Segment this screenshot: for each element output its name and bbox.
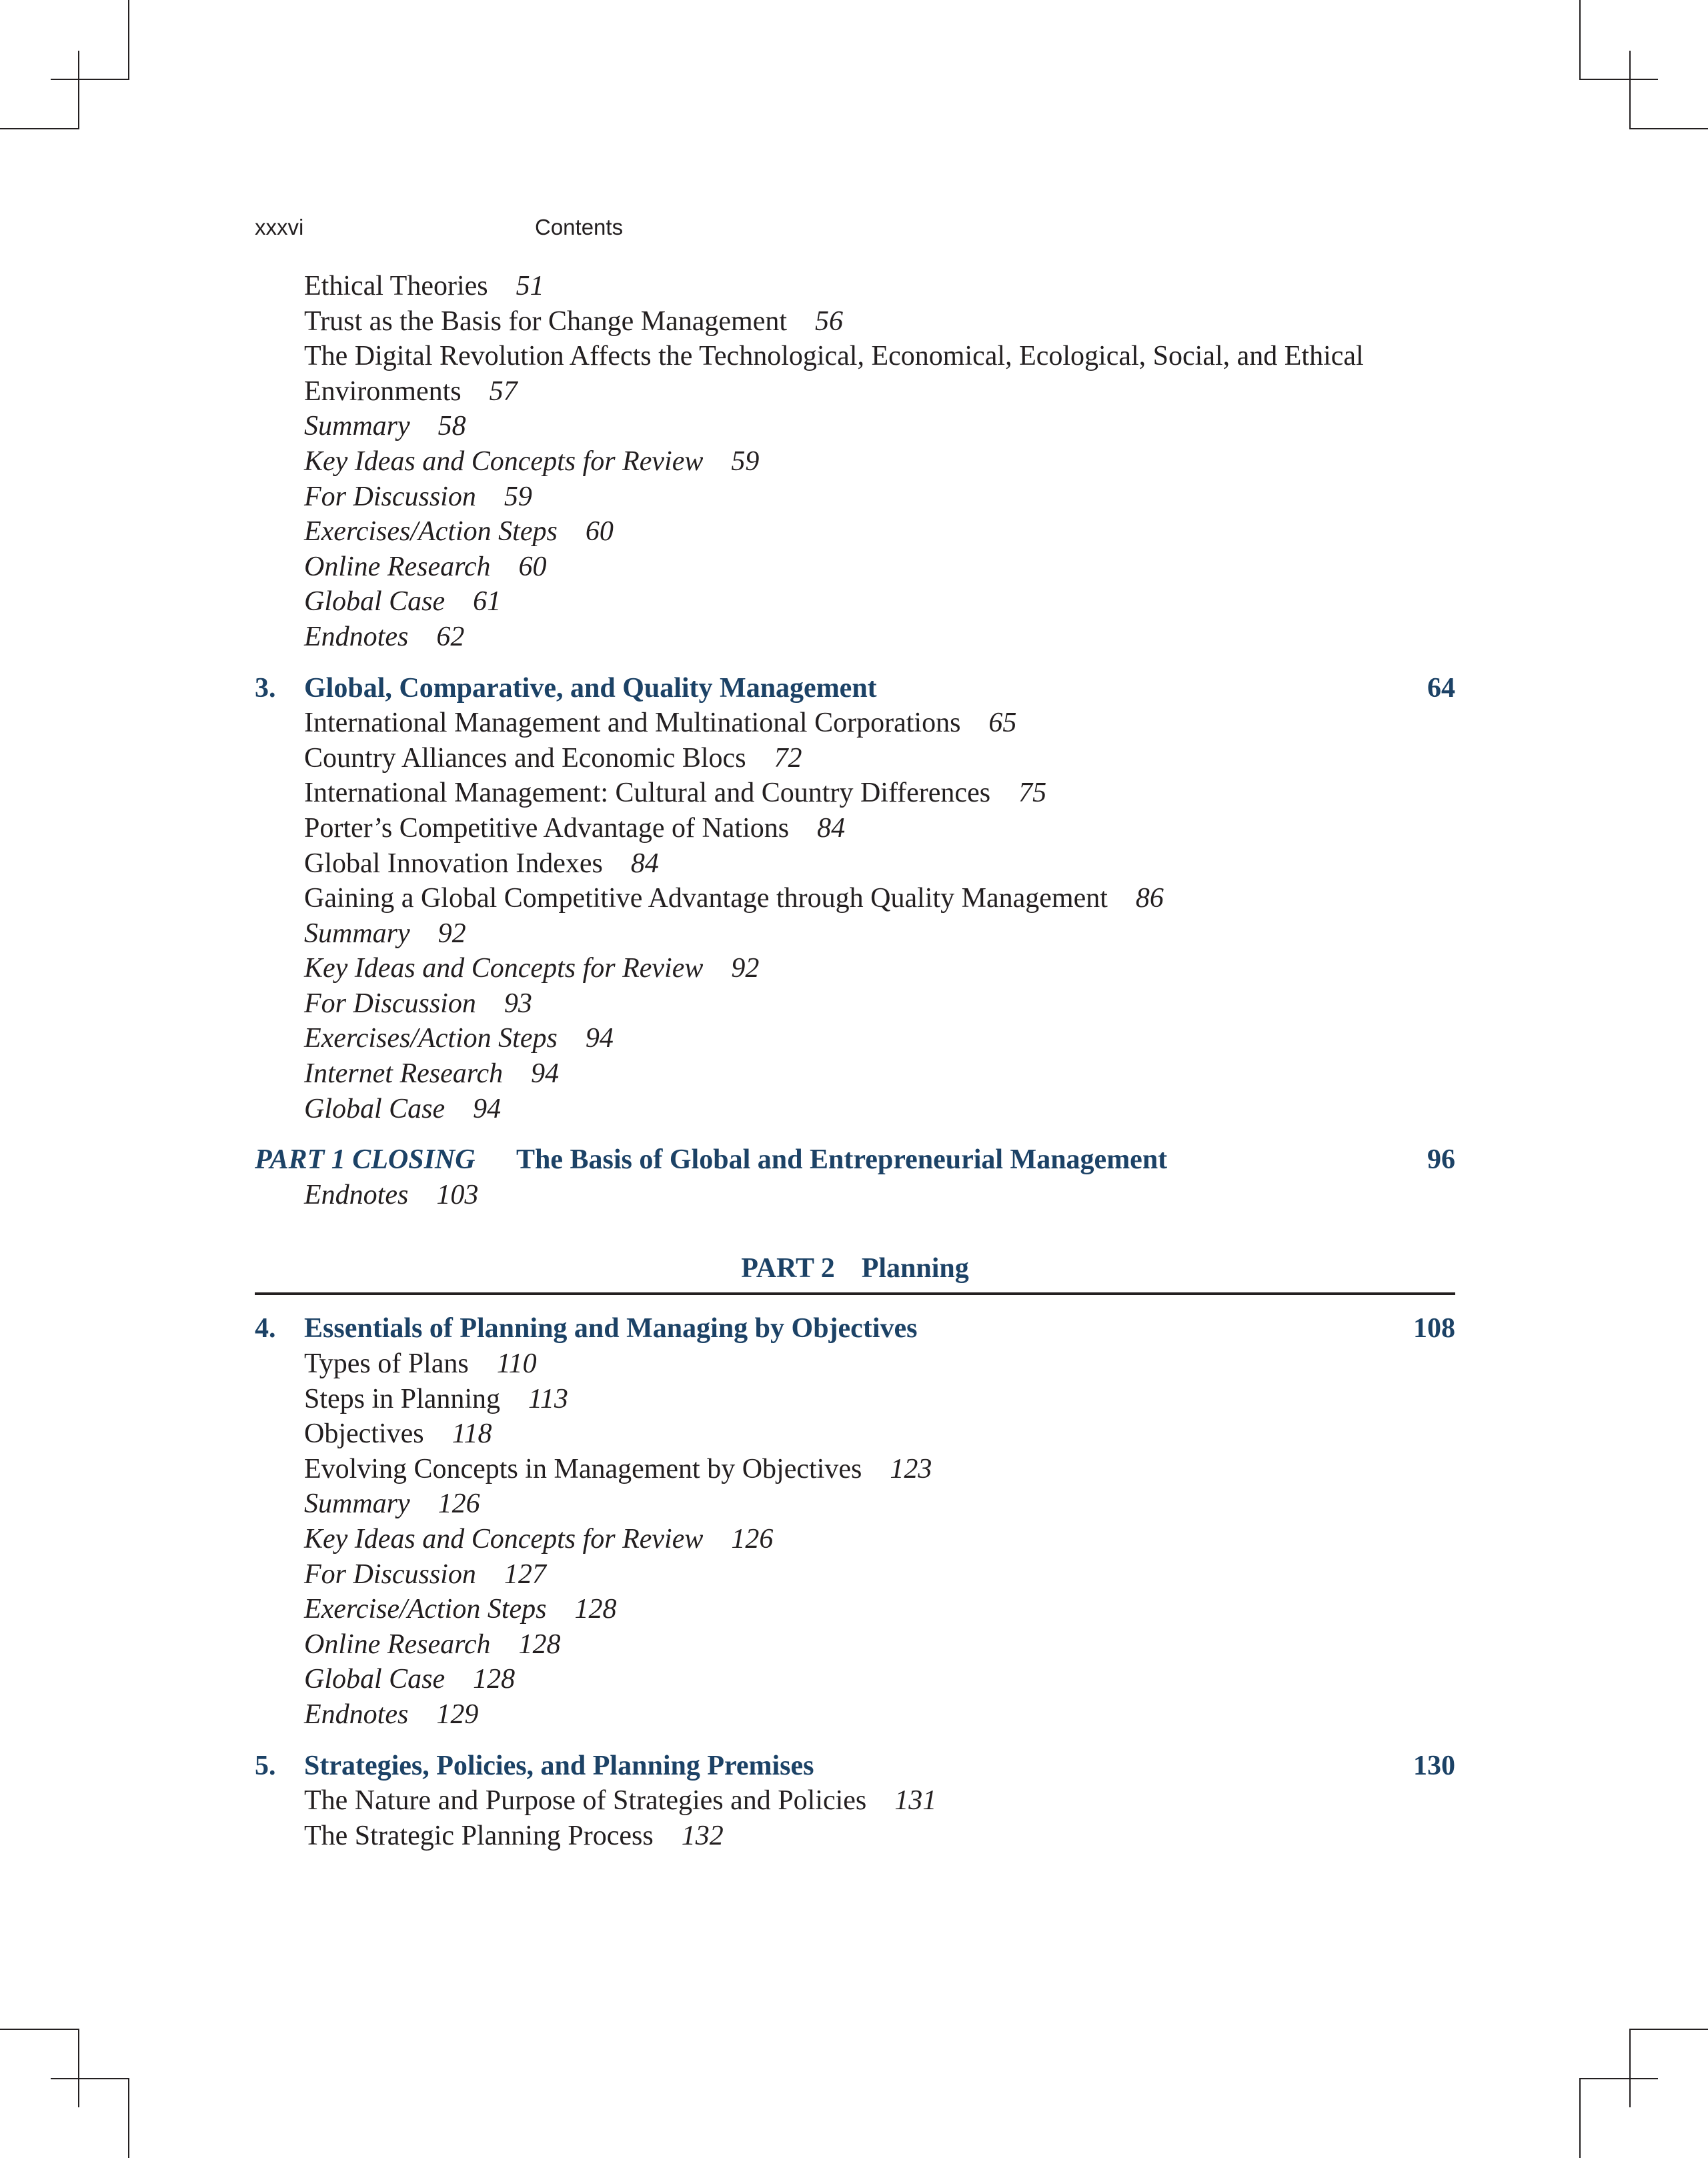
toc-entry[interactable] <box>255 1452 1455 1487</box>
chapter-number: 4. <box>255 1313 276 1344</box>
toc-entry[interactable] <box>255 1627 1455 1663</box>
part-heading <box>255 1252 1455 1290</box>
toc-entry[interactable] <box>255 1382 1455 1417</box>
toc-entry-title: Global Case <box>304 1093 446 1124</box>
toc-entry[interactable] <box>255 1346 1455 1382</box>
toc-entry-page: 128 <box>473 1664 516 1695</box>
chapter-title[interactable]: Global, Comparative, and Quality Management <box>304 672 877 704</box>
toc-entry-page: 57 <box>489 375 518 407</box>
toc-entry[interactable] <box>255 986 1455 1022</box>
toc-entry-title: Key Ideas and Concepts for Review <box>304 953 704 984</box>
toc-entry-page: 60 <box>585 516 614 548</box>
toc-entry[interactable] <box>255 1697 1455 1733</box>
toc-entry[interactable] <box>255 706 1455 741</box>
toc-entry-title: Porter’s Competitive Advantage of Nations <box>304 812 790 844</box>
toc-entry-title: Endnotes <box>304 1699 409 1730</box>
toc-entry[interactable] <box>255 846 1455 882</box>
part-closing-heading[interactable] <box>255 1142 1455 1178</box>
toc-entry[interactable] <box>255 409 1455 444</box>
toc-entry-title: For Discussion <box>304 1558 476 1590</box>
toc-entry-title: Objectives <box>304 1418 424 1450</box>
toc-entry[interactable] <box>255 881 1455 916</box>
toc-entry-title: Evolving Concepts in Management by Objectives <box>304 1453 862 1484</box>
toc-entry-title: Global Case <box>304 1664 446 1695</box>
toc-entry-title: The Nature and Purpose of Strategies and Policies <box>304 1785 867 1817</box>
toc-entry-title: Online Research <box>304 551 491 582</box>
chapter-5-entries <box>255 1783 1455 1853</box>
toc-entry-title: Summary <box>304 918 410 949</box>
toc-entry-page: 51 <box>516 271 544 301</box>
toc-entry[interactable] <box>255 1557 1455 1592</box>
toc-entry[interactable] <box>255 1522 1455 1557</box>
toc-entry-page: 94 <box>585 1023 614 1054</box>
toc-entry-title: For Discussion <box>304 481 476 512</box>
toc-entry-title: Global Case <box>304 586 446 618</box>
toc-entry-title: Trust as the Basis for Change Management <box>304 305 788 337</box>
toc-entry-page: 110 <box>496 1348 537 1380</box>
toc-entry-page: 92 <box>438 918 466 949</box>
toc-entry[interactable] <box>255 1056 1455 1092</box>
toc-entry[interactable] <box>255 1783 1455 1819</box>
toc-entry-title: Gaining a Global Competitive Advantage through Quality Management <box>304 883 1108 914</box>
toc-entry-title: Ethical Theories <box>304 271 488 301</box>
page-folio: xxxvi <box>255 215 304 239</box>
toc-entry-page: 132 <box>681 1820 724 1851</box>
toc-entry-page: 131 <box>894 1785 937 1817</box>
toc-entry-page: 61 <box>473 586 502 618</box>
toc-entry-title: Internet Research <box>304 1058 504 1090</box>
toc-entry-page: 94 <box>531 1058 560 1090</box>
chapter-page: 64 <box>1427 672 1455 704</box>
toc-entry-page: 59 <box>504 481 532 512</box>
toc-entry-page: 86 <box>1135 883 1164 914</box>
toc-entry[interactable] <box>255 1662 1455 1697</box>
chapter-3-entries <box>255 706 1455 1126</box>
chapter-heading-4[interactable] <box>255 1311 1455 1346</box>
toc-entry[interactable] <box>255 811 1455 846</box>
chapter-page: 130 <box>1413 1750 1455 1781</box>
toc-entry-page: 59 <box>731 445 760 477</box>
part-closing-entries <box>255 1178 1455 1213</box>
toc-entry-page: 72 <box>774 742 802 774</box>
toc-entry-page: 129 <box>436 1699 479 1730</box>
toc-entry-page: 75 <box>1018 778 1047 809</box>
part-title: Planning <box>861 1253 969 1284</box>
toc-entry-title: Exercise/Action Steps <box>304 1594 547 1625</box>
toc-entry[interactable] <box>255 1178 1455 1213</box>
toc-entry[interactable] <box>255 479 1455 515</box>
toc-entry[interactable] <box>255 339 1455 374</box>
chapter-title[interactable]: Essentials of Planning and Managing by Objectives <box>304 1313 918 1344</box>
toc-entry-title: Global Innovation Indexes <box>304 848 603 879</box>
toc-entry-title: Types of Plans <box>304 1348 469 1380</box>
chapter-4-entries <box>255 1346 1455 1733</box>
part-closing-title[interactable]: The Basis of Global and Entrepreneurial Management <box>516 1144 1168 1176</box>
toc-entry-page: 56 <box>815 305 844 337</box>
toc-entry-title: For Discussion <box>304 988 476 1019</box>
part-divider-rule <box>255 1292 1455 1295</box>
toc-entry-page: 113 <box>528 1383 568 1414</box>
toc-entry-title: Endnotes <box>304 621 409 652</box>
chapter-page: 108 <box>1413 1313 1455 1344</box>
toc-entry-title: Key Ideas and Concepts for Review <box>304 1524 704 1554</box>
toc-entry-page: 126 <box>438 1488 480 1520</box>
toc-entry[interactable] <box>255 776 1455 811</box>
toc-entry-title: Key Ideas and Concepts for Review <box>304 445 704 477</box>
toc-entry-title: Summary <box>304 1488 410 1520</box>
toc-entry-page: 94 <box>473 1093 502 1124</box>
toc-entry-page: 58 <box>438 411 466 442</box>
toc-entry[interactable] <box>255 620 1455 655</box>
toc-entry[interactable] <box>255 1021 1455 1056</box>
toc-entry-title: Exercises/Action Steps <box>304 1023 558 1054</box>
toc-entry-title: Online Research <box>304 1629 491 1660</box>
part-closing-label: PART 1 CLOSING <box>255 1144 476 1176</box>
toc-entry-page: 60 <box>518 551 547 582</box>
part-closing-page: 96 <box>1427 1144 1455 1176</box>
toc-entry-page: 92 <box>731 953 760 984</box>
toc-entry[interactable] <box>255 916 1455 952</box>
chapter-title[interactable]: Strategies, Policies, and Planning Premises <box>304 1750 814 1781</box>
toc-entry[interactable] <box>255 951 1455 986</box>
toc-entry[interactable] <box>255 374 1455 409</box>
toc-entry-page: 118 <box>452 1418 492 1450</box>
toc-entry-title: Endnotes <box>304 1179 409 1210</box>
toc-entry-page: 128 <box>518 1629 561 1660</box>
toc-entry-page: 62 <box>436 621 465 652</box>
toc-entry[interactable] <box>255 1092 1455 1127</box>
toc-entry-title: The Digital Revolution Affects the Technological, Economical, Ecological, Social, and Ethical <box>304 341 1364 372</box>
chapter-heading-3[interactable] <box>255 671 1455 706</box>
toc-entry[interactable] <box>255 304 1455 339</box>
toc-entry-title: Steps in Planning <box>304 1383 501 1414</box>
toc-entry-title: The Strategic Planning Process <box>304 1820 654 1851</box>
toc-entry-title: Exercises/Action Steps <box>304 516 558 548</box>
toc-entry-page: 123 <box>890 1453 932 1484</box>
toc-entry[interactable] <box>255 1592 1455 1627</box>
table-of-contents <box>255 269 1455 1853</box>
toc-entry-page: 84 <box>817 812 846 844</box>
chapter-number: 3. <box>255 672 276 704</box>
toc-entry[interactable] <box>255 584 1455 620</box>
toc-entry-page: 84 <box>630 848 659 879</box>
toc-entry-page: 65 <box>988 708 1017 739</box>
running-head-title: Contents <box>535 215 624 239</box>
toc-entry[interactable] <box>255 550 1455 585</box>
toc-entry-title: Summary <box>304 411 410 442</box>
toc-entry-title: International Management: Cultural and Country Differences <box>304 778 991 809</box>
toc-entry[interactable] <box>255 514 1455 550</box>
chapter-number: 5. <box>255 1750 276 1781</box>
running-head <box>255 215 1455 245</box>
toc-entry-page: 128 <box>574 1594 617 1625</box>
toc-entry-page: 93 <box>504 988 532 1019</box>
chapter-heading-5[interactable] <box>255 1749 1455 1784</box>
toc-entry-title: International Management and Multinational Corporations <box>304 708 961 739</box>
toc-entry-title: Country Alliances and Economic Blocs <box>304 742 746 774</box>
toc-entry[interactable] <box>255 1819 1455 1854</box>
toc-entry-page: 127 <box>504 1558 546 1590</box>
toc-entry-page: 103 <box>436 1179 479 1210</box>
toc-entry[interactable] <box>255 741 1455 776</box>
toc-entry-title: Environments <box>304 375 462 407</box>
part-label: PART 2 <box>741 1253 835 1284</box>
toc-entry-page: 126 <box>731 1524 774 1554</box>
toc-entry[interactable] <box>255 444 1455 479</box>
toc-entry[interactable] <box>255 1416 1455 1452</box>
toc-entry[interactable] <box>255 1486 1455 1522</box>
toc-group-continued <box>255 269 1455 655</box>
toc-entry[interactable] <box>255 269 1455 304</box>
